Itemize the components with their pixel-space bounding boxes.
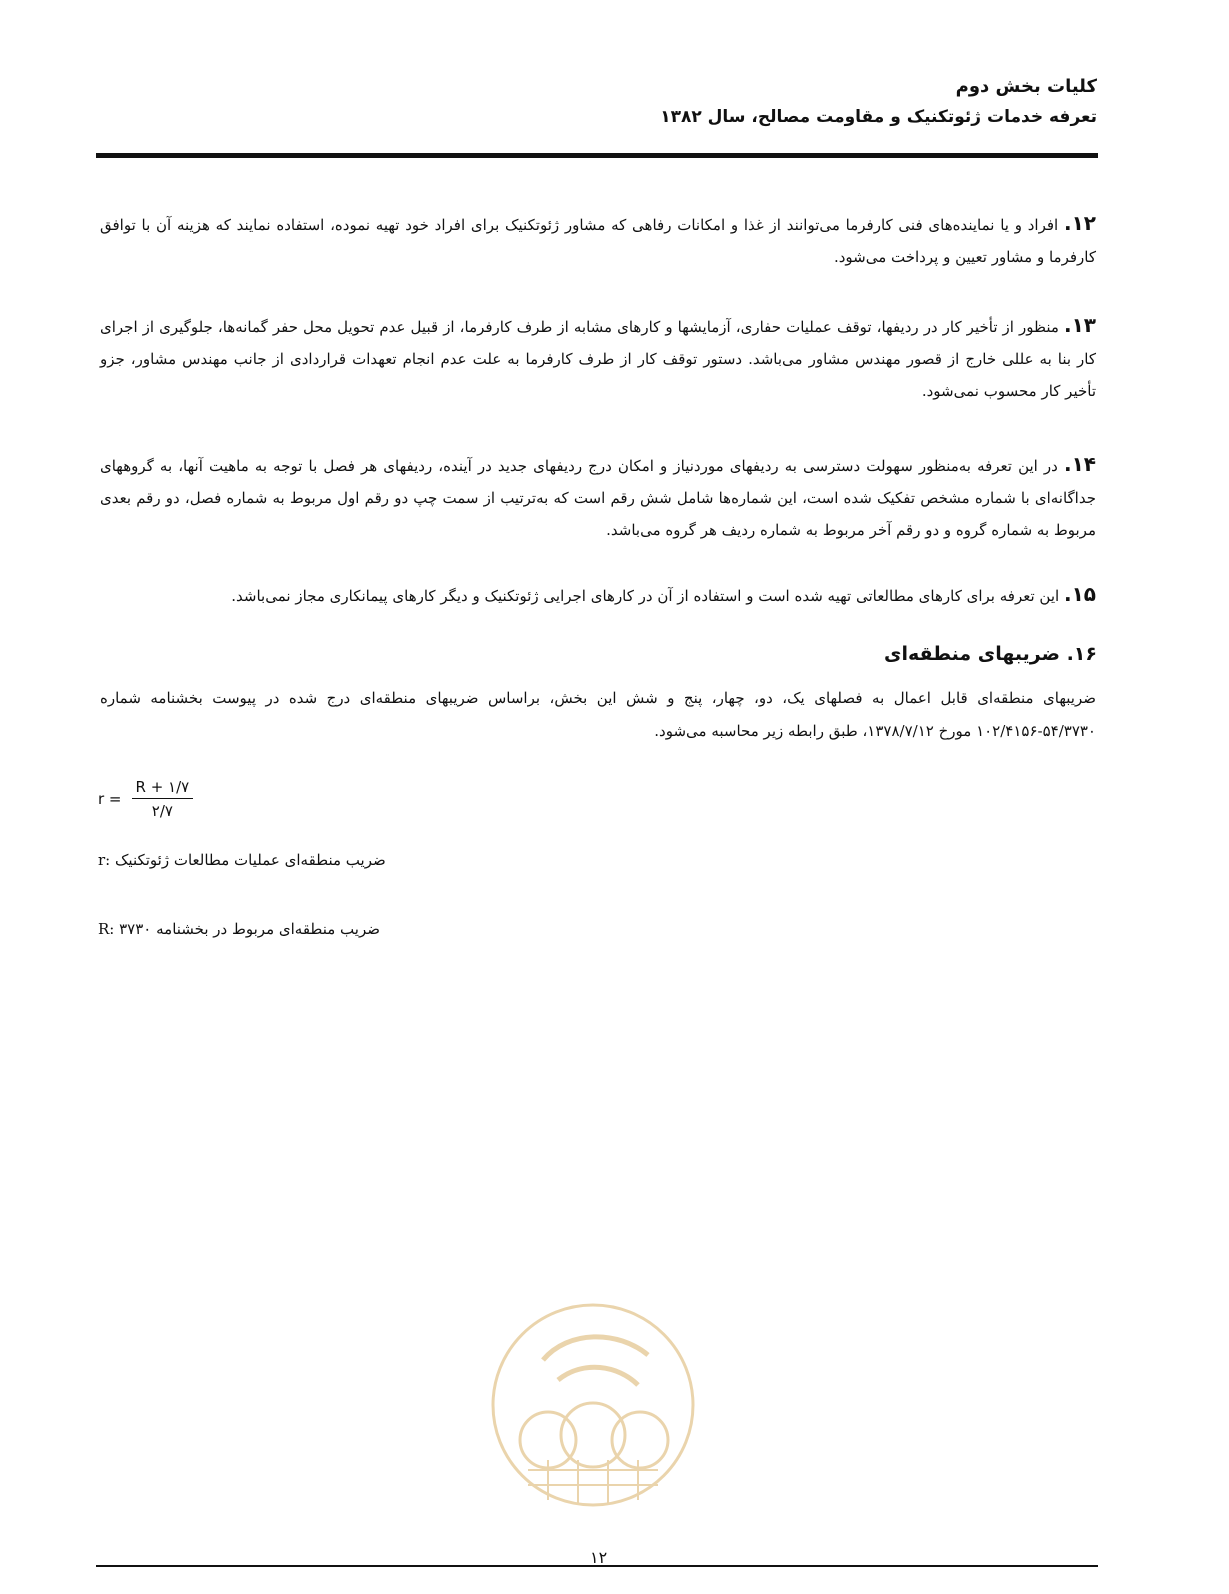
item-15 bbox=[100, 578, 1096, 612]
definition-r: ضریب منطقه‌ای عملیات مطالعات ژئوتکنیک :r bbox=[98, 851, 386, 869]
header-document-title: تعرفه خدمات ژئوتکنیک و مقاومت مصالح، سال ۱۳۸۲ bbox=[660, 107, 1097, 127]
item-12 bbox=[100, 207, 1096, 273]
header-rule bbox=[96, 153, 1098, 158]
watermark-stamp-icon bbox=[488, 1300, 698, 1510]
item-number: ۱۵. bbox=[1063, 582, 1096, 606]
definition-R: ضریب منطقه‌ای مربوط در بخشنامه ۳۷۳۰ :R bbox=[98, 920, 380, 938]
item-number: ۱۳. bbox=[1063, 313, 1096, 337]
item-text: افراد و یا نماینده‌های فنی کارفرما می‌توانند از غذا و امکانات رفاهی که مشاور ژئوتکنیک برای افراد خود تهیه نموده، استفاده نمایند که هزینه آن با توافق کارفرما و مشاور تعیین و پرداخت می‌شود. bbox=[100, 216, 1096, 266]
formula-lhs: r = bbox=[98, 790, 122, 808]
item-number: ۱۲. bbox=[1063, 211, 1096, 235]
item-14 bbox=[100, 448, 1096, 546]
item-text: در این تعرفه به‌منظور سهولت دسترسی به ردیفهای موردنیاز و امکان درج ردیفهای جدید در آینده، ردیفهای هر فصل با توجه به ماهیت آنها، به گروههای جداگانه‌ای با شماره مشخص تفکیک شده است، این شماره‌ها شامل شش رقم است که به‌ترتیب از سمت چپ دو رقم اول مربوط به شماره فصل، دو رقم بعدی مربوط به شماره گروه و دو رقم آخر مربوط به شماره ردیف هر گروه می‌باشد. bbox=[100, 457, 1096, 539]
formula-numerator: R + ۱/۷ bbox=[132, 778, 194, 799]
header-part-title: کلیات بخش دوم bbox=[955, 76, 1097, 97]
item-number: ۱۴. bbox=[1063, 452, 1096, 476]
page-number: ۱۲ bbox=[590, 1548, 608, 1567]
formula-denominator: ۲/۷ bbox=[151, 802, 173, 820]
item-13 bbox=[100, 309, 1096, 407]
section-16-title: ۱۶. ضریبهای منطقه‌ای bbox=[884, 643, 1097, 665]
regional-coefficient-formula bbox=[98, 778, 193, 820]
page-header bbox=[96, 72, 1097, 132]
formula-fraction bbox=[132, 778, 194, 820]
section-16-text: ضریبهای منطقه‌ای قابل اعمال به فصلهای یک، دو، چهار، پنج و شش این بخش، براساس ضریبهای منطقه‌ای درج شده در پیوست بخشنامه شماره ۵۴/۳۷۳۰-۱۰۲/۴۱۵۶ مورخ ۱۳۷۸/۷/۱۲، طبق رابطه زیر محاسبه می‌شود. bbox=[100, 689, 1096, 740]
item-text: منظور از تأخیر کار در ردیفها، توقف عملیات حفاری، آزمایشها و کارهای مشابه از طرف کارفرما، از قبیل عدم تحویل محل حفر گمانه‌ها، جلوگیری از اجرای کار بنا به عللی خارج از قصور مهندس مشاور می‌باشد. دستور توقف کار از طرف کارفرما به علت عدم انجام تعهدات قراردادی از جانب مهندس مشاور، جزو تأخیر کار محسوب نمی‌شود. bbox=[100, 318, 1096, 400]
item-text: این تعرفه برای کارهای مطالعاتی تهیه شده است و استفاده از آن در کارهای اجرایی ژئوتکنیک و دیگر کارهای پیمانکاری مجاز نمی‌باشد. bbox=[231, 587, 1060, 605]
